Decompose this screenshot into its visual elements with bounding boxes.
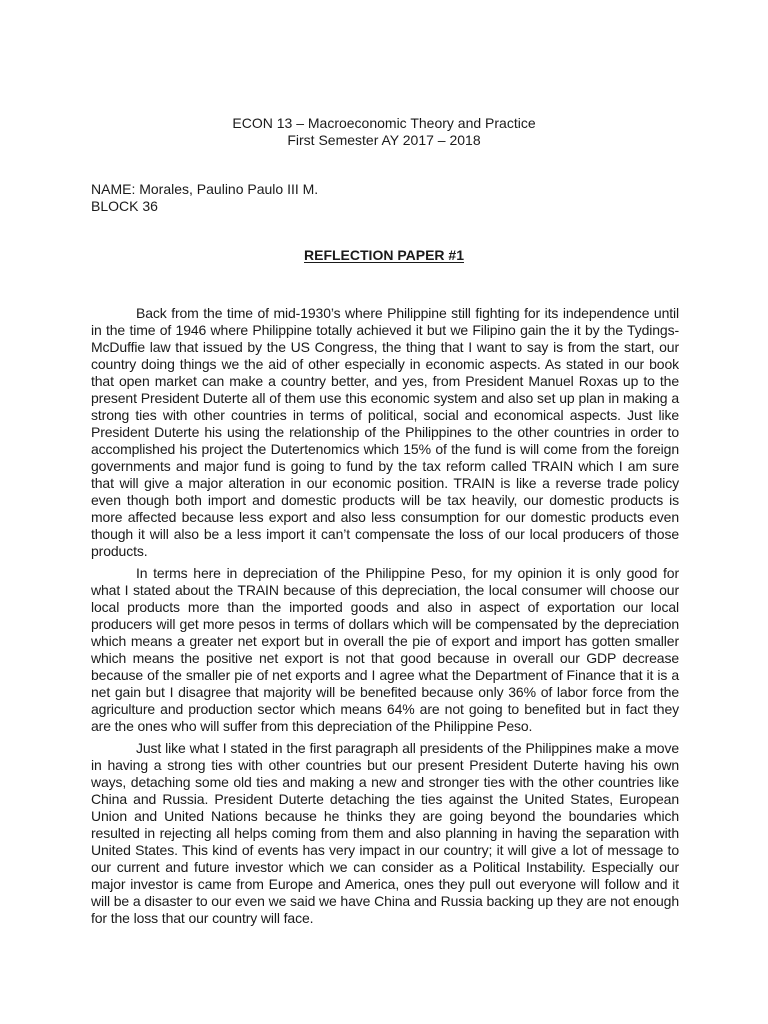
- paragraph-2: In terms here in depreciation of the Philippine Peso, for my opinion it is only good for what I stated about the TRAIN because of this depreciation, the local consumer will choose our local products more than the imported goods and also in aspect of exportation our local producers will get more pesos in terms of dollars which will be compensated by the depreciation which means a greater net export but in overall the pie of export and import has gotten smaller which means the positive net export is not that good because in overall our GDP decrease because of the smaller pie of net exports and I agree what the Department of Finance that it is a net gain but I disagree that majority will be benefited because only 36% of labor force from the agriculture and production sector which means 64% are not going to benefited but in fact they are the ones who will suffer from this depreciation of the Philippine Peso.: [91, 565, 679, 734]
- paragraph-1: Back from the time of mid-1930’s where Philippine still fighting for its independence until in the time of 1946 where Philippine totally achieved it but we Filipino gain the it by the Tydings-McDuffie law that issued by the US Congress, the thing that I want to say is from the start, our country doing things we the aid of other especially in economic aspects. As stated in our book that open market can make a country better, and yes, from President Manuel Roxas up to the present President Duterte all of them use this economic system and also set up plan in making a strong ties with other countries in terms of political, social and economical aspects. Just like President Duterte his using the relationship of the Philippines to the other countries in order to accomplished his project the Dutertenomics which 15% of the fund is will come from the foreign governments and major fund is going to fund by the tax reform called TRAIN which I am sure that will give a major alteration in our economic position. TRAIN is like a reverse trade policy even though both import and domestic products will be tax heavily, our domestic products is more affected because less export and also less consumption for our domestic products even though it will also be a less import it can’t compensate the loss of our local producers of those products.: [91, 305, 679, 559]
- course-title: ECON 13 – Macroeconomic Theory and Practice: [232, 115, 536, 131]
- paper-title-text: REFLECTION PAPER #1: [304, 247, 464, 263]
- paper-body: [91, 305, 679, 932]
- semester-line: First Semester AY 2017 – 2018: [287, 132, 481, 148]
- student-block: BLOCK 36: [91, 198, 158, 214]
- student-name: NAME: Morales, Paulino Paulo III M.: [91, 181, 319, 197]
- paper-title: [0, 247, 768, 264]
- course-header: [0, 115, 768, 149]
- student-info: [91, 181, 318, 215]
- paragraph-3: Just like what I stated in the first paragraph all presidents of the Philippines make a move in having a strong ties with other countries but our present President Duterte having his own ways, detaching some old ties and making a new and stronger ties with the other countries like China and Russia. President Duterte detaching the ties against the United States, European Union and United Nations because he thinks they are going beyond the boundaries which resulted in rejecting all helps coming from them and also planning in having the separation with United States. This kind of events has very impact in our country; it will give a lot of message to our current and future investor which we can consider as a Political Instability. Especially our major investor is came from Europe and America, ones they pull out everyone will follow and it will be a disaster to our even we said we have China and Russia backing up they are not enough for the loss that our country will face.: [91, 740, 679, 926]
